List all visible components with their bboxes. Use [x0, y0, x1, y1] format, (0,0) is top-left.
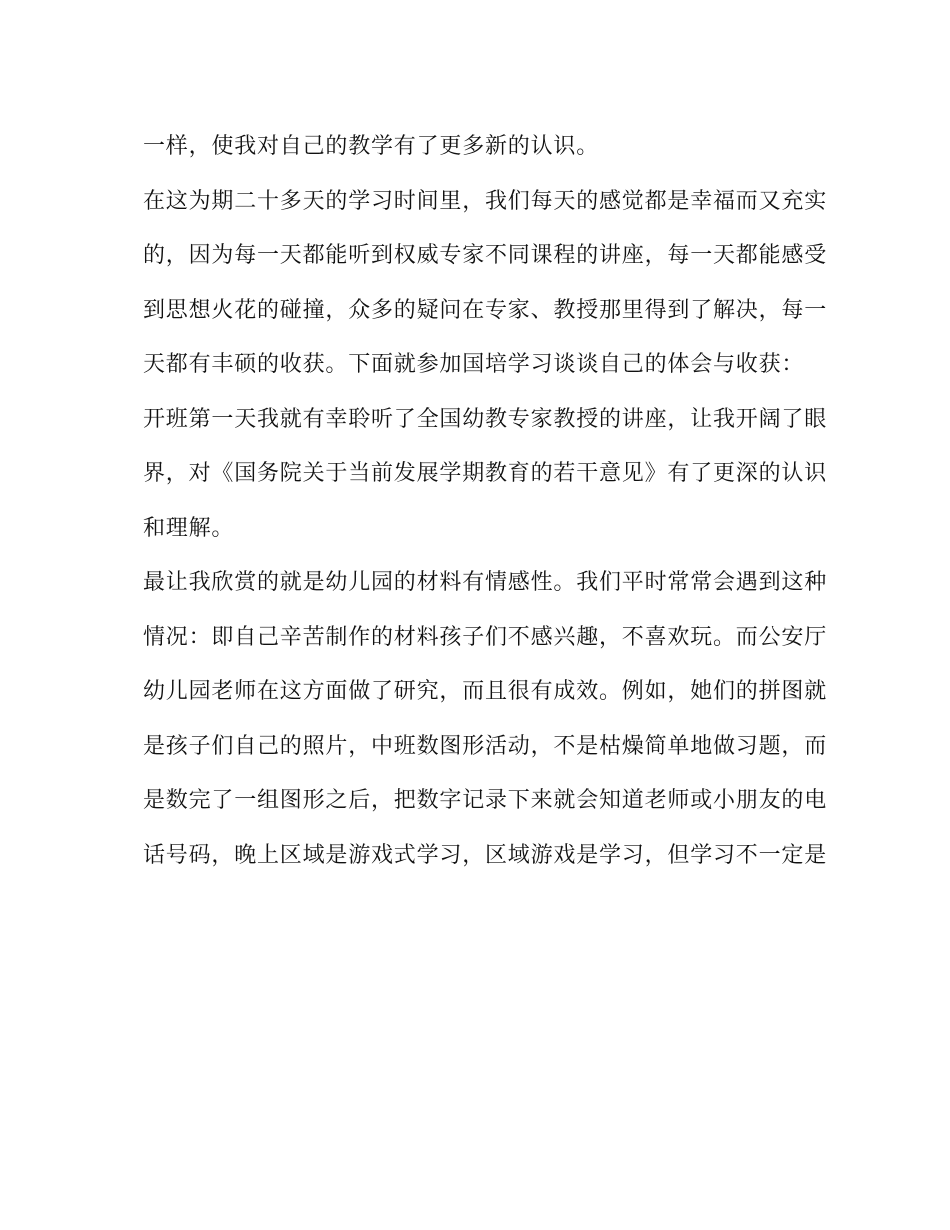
text-line: 天都有丰硕的收获。下面就参加国培学习谈谈自己的体会与收获：	[143, 352, 805, 377]
text-line: 的，因为每一天都能听到权威专家不同课程的讲座，每一天都能感受	[143, 243, 828, 268]
text-line: 在这为期二十多天的学习时间里，我们每天的感觉都是幸福而又充实	[143, 188, 828, 214]
text-line: 开班第一天我就有幸聆听了全国幼教专家教授的讲座，让我开阔了眼	[143, 406, 828, 432]
text-line: 话号码，晚上区域是游戏式学习，区域游戏是学习，但学习不一定是	[143, 842, 828, 868]
text-line: 幼儿园老师在这方面做了研究，而且很有成效。例如，她们的拼图就	[143, 679, 828, 704]
text-line: 到思想火花的碰撞，众多的疑问在专家、教授那里得到了解决，每一	[143, 297, 828, 323]
text-line: 和理解。	[143, 515, 235, 541]
text-line: 是孩子们自己的照片，中班数图形活动，不是枯燥简单地做习题，而	[143, 733, 828, 759]
document-body	[143, 120, 828, 883]
text-line: 界，对《国务院关于当前发展学期教育的若干意见》有了更深的认识	[143, 461, 828, 486]
text-line: 情况：即自己辛苦制作的材料孩子们不感兴趣，不喜欢玩。而公安厅	[143, 624, 828, 650]
text-line: 是数完了一组图形之后，把数字记录下来就会知道老师或小朋友的电	[143, 788, 828, 813]
text-line: 最让我欣赏的就是幼儿园的材料有情感性。我们平时常常会遇到这种	[143, 570, 828, 595]
text-line: 一样，使我对自己的教学有了更多新的认识。	[143, 134, 600, 159]
